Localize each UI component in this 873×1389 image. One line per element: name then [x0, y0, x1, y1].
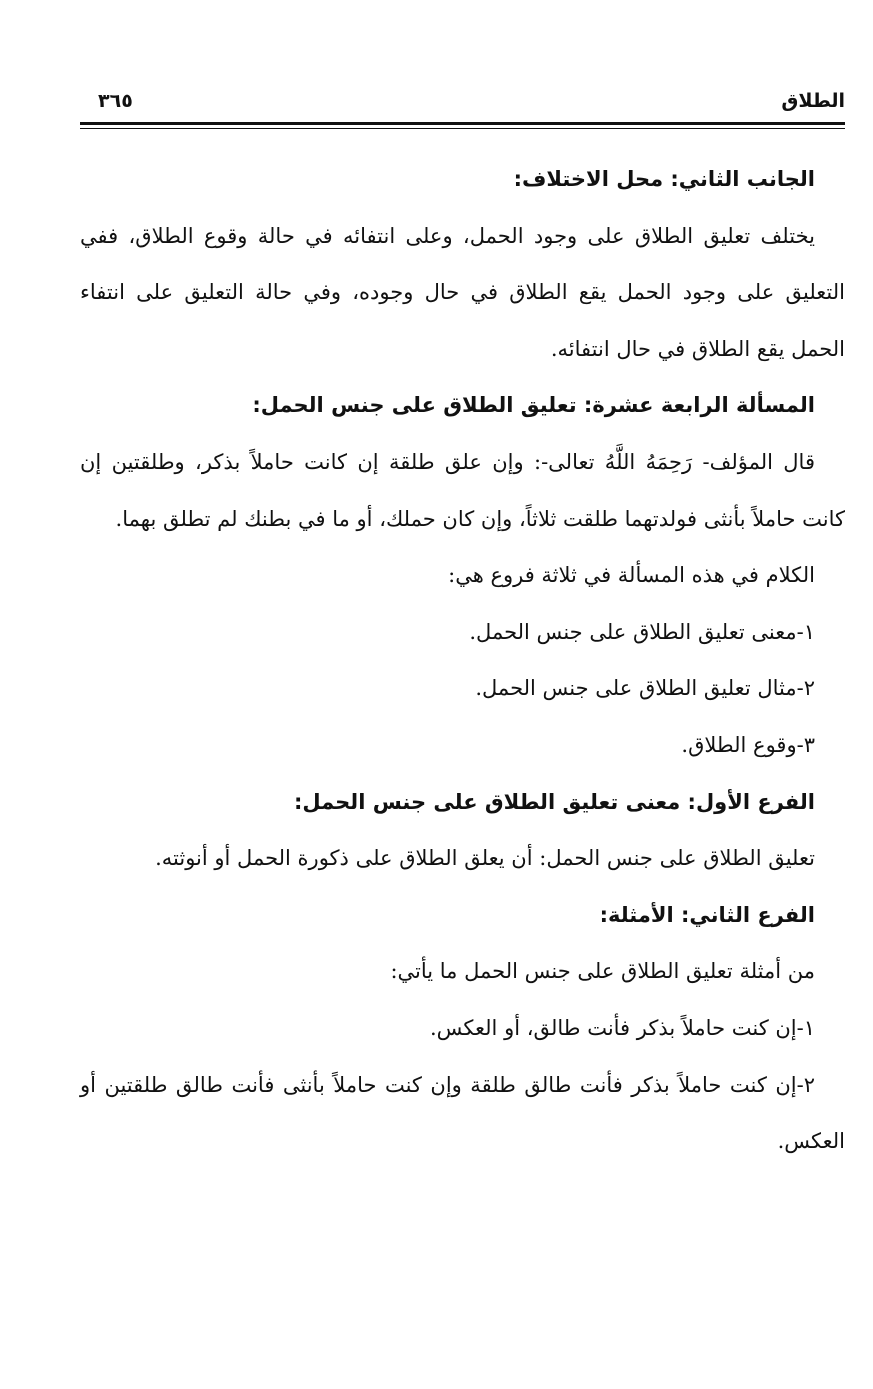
- body-text: [80, 151, 845, 1170]
- branch-heading: الفرع الثاني: الأمثلة:: [599, 902, 815, 927]
- page-number: ٣٦٥: [98, 90, 133, 112]
- branch-heading: الفرع الأول: معنى تعليق الطلاق على جنس الحمل:: [293, 789, 815, 814]
- list-item: ٢-مثال تعليق الطلاق على جنس الحمل.: [475, 676, 815, 701]
- list-item: ٣-وقوع الطلاق.: [681, 732, 815, 757]
- list-item: ٢-إن كنت حاملاً بذكر فأنت طالق طلقة وإن كنت حاملاً بأنثى فأنت طالق طلقتين أو العكس.: [80, 1072, 845, 1154]
- quoted-paragraph: قال المؤلف- رَحِمَهُ اللَّهُ تعالى-: وإن علق طلقة إن كانت حاملاً بذكر، وطلقتين إن كانت حاملاً بأنثى فولدتهما طلقت ثلاثاً، وإن كان حملك، أو ما في بطنك لم تطلق بهما.: [80, 449, 845, 531]
- document-page: [80, 88, 845, 1348]
- paragraph: تعليق الطلاق على جنس الحمل: أن يعلق الطلاق على ذكورة الحمل أو أنوثته.: [155, 846, 815, 871]
- header-rule-thin: [80, 128, 845, 129]
- list-item: ١-معنى تعليق الطلاق على جنس الحمل.: [469, 619, 815, 644]
- list-item: ١-إن كنت حاملاً بذكر فأنت طالق، أو العكس.: [429, 1015, 815, 1040]
- intro-line: الكلام في هذه المسألة في ثلاثة فروع هي:: [448, 563, 815, 588]
- issue-heading: المسألة الرابعة عشرة: تعليق الطلاق على جنس الحمل:: [252, 393, 815, 418]
- section-heading: الجانب الثاني: محل الاختلاف:: [513, 167, 815, 191]
- intro-line: من أمثلة تعليق الطلاق على جنس الحمل ما يأتي:: [390, 959, 815, 984]
- header-rule-thick: [80, 122, 845, 125]
- running-header: [80, 88, 845, 118]
- paragraph: يختلف تعليق الطلاق على وجود الحمل، وعلى انتفائه في حالة وقوع الطلاق، ففي التعليق على وجود الحمل يقع الطلاق في حال وجوده، وفي حالة التعليق على انتفاء الحمل يقع الطلاق في حال انتفائه.: [80, 223, 845, 361]
- running-title: الطلاق: [781, 90, 845, 112]
